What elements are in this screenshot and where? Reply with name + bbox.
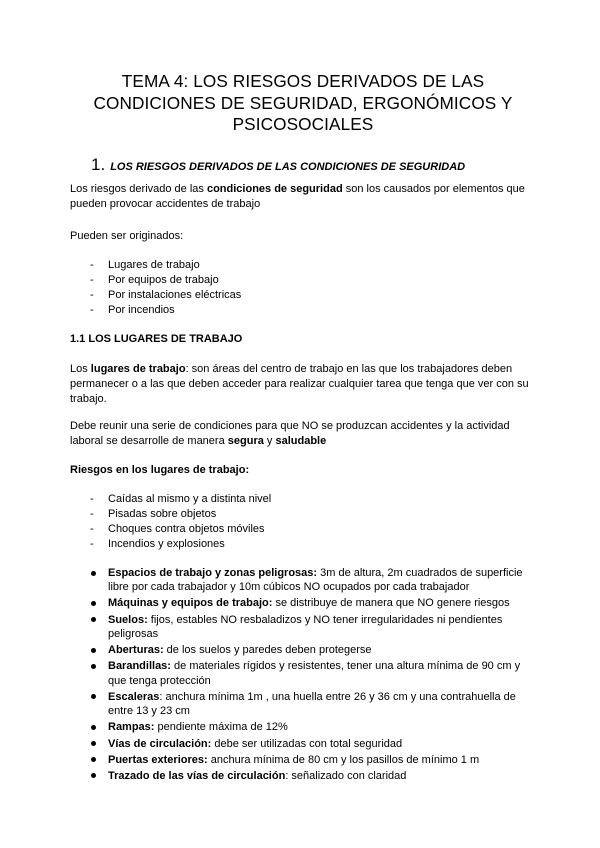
- intro-post: son los causados por elementos que pueden provocar accidentes de trabajo: [70, 183, 525, 210]
- item-term: Escaleras: [108, 690, 160, 703]
- item-term: Rampas:: [108, 721, 155, 734]
- item-text: de los suelos y paredes deben protegerse: [163, 644, 372, 657]
- lugares-post: : son áreas del centro de trabajo en las que los trabajadores deben permanecer o a las que deben acceder para realizar cualquier tarea que tenga que ver con su trabajo.: [70, 363, 529, 405]
- section-1-title: LOS RIESGOS DERIVADOS DE LAS CONDICIONES DE SEGURIDAD: [110, 161, 466, 173]
- reunir-pre: Debe reunir una serie de condiciones para que NO se produzcan accidentes y la actividad laboral se desarrolle de manera: [70, 420, 510, 447]
- intro-pre: Los riesgos derivado de las: [70, 183, 207, 195]
- item-text: fijos, estables NO resbaladizos y NO tener irregularidades ni pendientes peligrosas: [108, 613, 503, 640]
- list-item: - Pisadas sobre objetos: [90, 507, 271, 522]
- intro-paragraph: [70, 182, 540, 212]
- item-text: pendiente máxima de 12%: [154, 721, 288, 734]
- lugares-pre: Los: [70, 363, 91, 375]
- list-item: [90, 613, 540, 642]
- item-term: Aberturas:: [108, 644, 164, 657]
- item-term: Suelos:: [108, 613, 148, 626]
- list-item: - Por incendios: [90, 303, 241, 318]
- list-item: - Lugares de trabajo: [90, 258, 241, 273]
- originados-label: Pueden ser originados:: [70, 230, 184, 242]
- subsection-heading: 1.1 LOS LUGARES DE TRABAJO: [70, 333, 243, 345]
- intro-bold: condiciones de seguridad: [206, 183, 343, 195]
- list-item: - Por instalaciones eléctricas: [90, 288, 241, 303]
- list-item: [90, 566, 540, 595]
- list-item: [90, 737, 540, 751]
- item-text: debe ser utilizadas con total seguridad: [211, 737, 403, 750]
- riesgos-heading: Riesgos en los lugares de trabajo:: [70, 464, 250, 476]
- item-term: Espacios de trabajo y zonas peligrosas:: [108, 567, 318, 579]
- item-term: Barandillas:: [108, 660, 171, 673]
- lugares-bold: lugares de trabajo: [90, 363, 186, 375]
- list-item: [90, 596, 540, 610]
- item-term: Máquinas y equipos de trabajo:: [108, 597, 273, 610]
- item-text: : señalizado con claridad: [285, 769, 407, 782]
- item-text: anchura mínima de 80 cm y los pasillos de mínimo 1 m: [207, 753, 480, 766]
- list-item: [90, 659, 540, 688]
- riesgos-list: [90, 492, 271, 552]
- reunir-bold-2: saludable: [275, 435, 327, 447]
- list-item: [90, 720, 540, 734]
- list-item: - Incendios y explosiones: [90, 537, 271, 552]
- item-term: Vías de circulación:: [108, 737, 212, 750]
- section-1-number: 1.: [91, 155, 106, 174]
- list-item: - Por equipos de trabajo: [90, 273, 241, 288]
- reunir-bold-1: segura: [227, 435, 264, 447]
- list-item: - Caídas al mismo y a distinta nivel: [90, 492, 271, 507]
- condiciones-list: [90, 566, 540, 785]
- reunir-mid: y: [263, 435, 276, 447]
- list-item: [90, 753, 540, 767]
- list-item: - Choques contra objetos móviles: [90, 522, 271, 537]
- item-text: 3m de altura, 2m cuadrados de superficie libre por cada trabajador y 10m cúbicos NO ocupados por cada trabajador: [108, 567, 523, 594]
- item-text: : anchura mínima 1m , una huella entre 26 y 36 cm y una contrahuella de entre 13 y 23 cm: [108, 690, 516, 718]
- list-item: [90, 643, 540, 657]
- item-term: Trazado de las vías de circulación: [108, 769, 286, 782]
- section-1-heading: [91, 155, 551, 175]
- list-item: [90, 690, 540, 719]
- item-term: Puertas exteriores:: [108, 753, 208, 766]
- reunir-paragraph: [70, 419, 540, 449]
- list-item: [90, 769, 540, 783]
- item-text: se distribuye de manera que NO genere riesgos: [272, 597, 510, 610]
- lugares-paragraph: [70, 362, 540, 407]
- document-title: TEMA 4: LOS RIESGOS DERIVADOS DE LAS CONDICIONES DE SEGURIDAD, ERGONÓMICOS Y PSICOSOCIALES: [93, 71, 513, 134]
- item-text: de materiales rígidos y resistentes, tener una altura mínima de 90 cm y que tenga protección: [108, 660, 521, 687]
- originados-list: [90, 258, 241, 318]
